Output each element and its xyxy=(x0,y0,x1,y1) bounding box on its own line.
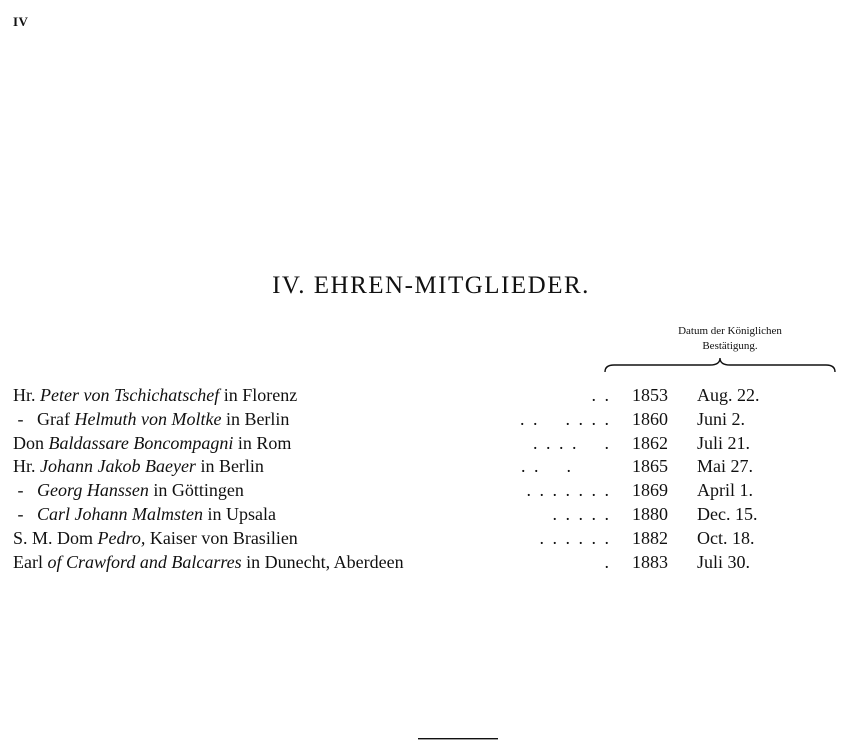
name-italic: Pedro, xyxy=(97,527,146,548)
name-prefix: - xyxy=(13,503,37,524)
confirmation-year: 1865 xyxy=(632,456,668,477)
name-italic: of Crawford and Balcarres xyxy=(47,551,242,572)
leader-dots: . . . . . xyxy=(533,432,611,453)
name-prefix: Don xyxy=(13,432,49,453)
member-name xyxy=(13,479,244,503)
section-title: IV. EHREN-MITGLIEDER. xyxy=(272,272,590,299)
list-item xyxy=(13,503,843,527)
name-prefix: - xyxy=(13,480,37,501)
date-header-line-1: Datum der Königlichen xyxy=(678,325,782,337)
member-name xyxy=(13,551,404,575)
name-suffix: in Florenz xyxy=(219,385,298,405)
name-italic: Carl Johann Malmsten xyxy=(37,503,203,524)
name-italic: Johann Jakob Baeyer xyxy=(40,456,196,477)
confirmation-date: Juli 21. xyxy=(697,432,751,453)
list-item xyxy=(13,432,843,456)
list-item xyxy=(13,479,843,503)
name-suffix: in Upsala xyxy=(203,503,276,524)
page-number: IV xyxy=(13,14,29,29)
confirmation-year: 1880 xyxy=(632,503,668,524)
list-item xyxy=(13,384,843,408)
leader-dots: . . . . . . . xyxy=(526,480,611,501)
member-name xyxy=(13,408,289,432)
name-italic: Peter von Tschichatschef xyxy=(40,385,220,405)
confirmation-date: April 1. xyxy=(697,480,753,501)
list-item xyxy=(13,527,843,551)
members-list xyxy=(13,384,843,574)
confirmation-date: Aug. 22. xyxy=(697,385,760,405)
leader-dots: . xyxy=(604,551,611,572)
name-suffix: in Berlin xyxy=(195,456,264,477)
member-name xyxy=(13,384,297,408)
name-prefix: Earl xyxy=(13,551,48,572)
curly-brace xyxy=(604,357,836,373)
date-header-line-2: Bestätigung. xyxy=(702,340,758,352)
list-item xyxy=(13,551,843,575)
confirmation-year: 1853 xyxy=(632,385,668,405)
confirmation-year: 1882 xyxy=(632,527,668,548)
date-column-header xyxy=(620,324,840,354)
name-prefix: Hr. xyxy=(13,456,40,477)
name-italic: Baldassare Boncompagni xyxy=(48,432,234,453)
confirmation-year: 1860 xyxy=(632,408,668,429)
name-suffix: in Göttingen xyxy=(148,480,244,501)
name-prefix: S. M. Dom xyxy=(13,527,98,548)
confirmation-year: 1869 xyxy=(632,480,668,501)
leader-dots: . . . xyxy=(521,456,573,477)
name-suffix: in Rom xyxy=(233,432,292,453)
leader-dots: . . . . . xyxy=(552,503,611,524)
member-name xyxy=(13,455,264,479)
member-name xyxy=(13,432,291,456)
leader-dots: . . . . . . xyxy=(520,408,611,429)
confirmation-date: Mai 27. xyxy=(697,456,753,477)
confirmation-date: Dec. 15. xyxy=(697,503,758,524)
footer-divider xyxy=(418,737,498,740)
name-italic: Georg Hanssen xyxy=(37,480,149,501)
leader-dots: . . . . . . xyxy=(539,527,611,548)
name-suffix: Kaiser von Brasilien xyxy=(145,527,298,548)
name-prefix: Hr. xyxy=(13,385,40,405)
list-item xyxy=(13,408,843,432)
confirmation-year: 1883 xyxy=(632,551,668,572)
confirmation-date: Juli 30. xyxy=(697,551,751,572)
name-italic: Helmuth von Moltke xyxy=(74,408,222,429)
confirmation-date: Oct. 18. xyxy=(697,527,755,548)
member-name xyxy=(13,503,276,527)
confirmation-date: Juni 2. xyxy=(697,408,746,429)
leader-dots: . . xyxy=(591,385,611,405)
name-suffix: in Dunecht, Aberdeen xyxy=(241,551,404,572)
member-name xyxy=(13,527,298,551)
list-item xyxy=(13,455,843,479)
name-suffix: in Berlin xyxy=(221,408,290,429)
confirmation-year: 1862 xyxy=(632,432,668,453)
name-prefix: - Graf xyxy=(13,408,75,429)
